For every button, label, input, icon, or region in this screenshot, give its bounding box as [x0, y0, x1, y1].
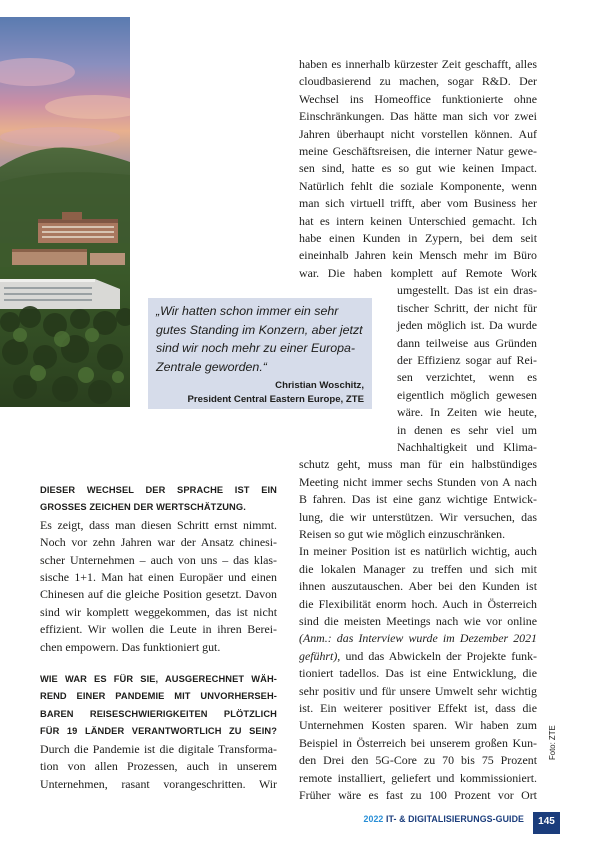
body-line: sind die meisten Meetings nach wie vor online	[299, 614, 537, 628]
body-line: Unternehmen, rasant vorangeschritten. Wir	[40, 776, 277, 791]
body-line: effizient. Wir wollen die Leute in ihren Berei-	[40, 622, 277, 637]
body-line: den Drei den 5G-Core zu 70 bis 75 Prozent	[299, 753, 537, 768]
body-line: hat es intern keinen Unterschied gemacht. Ich	[299, 213, 537, 228]
body-line: Einschränkungen. Das hätte man sich vor zwei	[299, 109, 537, 124]
body-line: tischer Schritt, der nicht für	[397, 300, 537, 315]
body-line: ist. Ein weiterer positiver Effekt ist, dass die	[299, 701, 537, 716]
publication-year: 2022	[363, 814, 384, 824]
campus-landscape-image	[0, 17, 130, 407]
body-line: die lokalen Manager zu treffen und sich mit	[299, 561, 537, 576]
publication-name: IT- & DIGITALISIERUNGS-GUIDE	[383, 814, 524, 824]
page-number: 145	[533, 812, 560, 834]
question-line: GROSSES ZEICHEN DER WERTSCHÄTZUNG.	[40, 502, 246, 513]
question-line: DIESER WECHSEL DER SPRACHE IST EIN	[40, 485, 277, 495]
question-line: WIE WAR ES FÜR SIE, AUSGERECHNET WÄH-	[40, 674, 277, 685]
left-column	[40, 482, 277, 793]
interview-answer-2	[40, 741, 277, 793]
body-line: sische 1+1. Man hat einen Europäer und einen	[40, 570, 277, 585]
body-line: eigentlich möglich gewesen	[397, 387, 537, 402]
body-line: meine Geschäftsreisen, die interner Natur gewe-	[299, 144, 537, 159]
answer-2-paragraph-end	[299, 456, 537, 543]
pull-quote-text: „Wir hatten schon immer ein sehr gutes Standing im Konzern, aber jetzt sind wir noch mehr zu einer Europa-Zentrale geworden.“	[156, 304, 363, 374]
question-line: FÜR 19 LÄNDER VERANTWORTLICH ZU SEIN?	[40, 726, 277, 737]
body-line: sen verzichtet, wenn es	[397, 370, 537, 385]
body-line: tion von allen Prozessen, auch in unserem	[40, 759, 277, 774]
body-line: der Effizienz sogar auf Rei-	[397, 352, 537, 367]
body-line: Natürlich fehlt die soziale Komponente, wenn	[299, 178, 537, 193]
page-footer	[330, 812, 560, 829]
body-line: chen empowern. Das funktioniert gut.	[40, 639, 221, 654]
body-line: Jahren überhaupt nicht vorstellen können. Auf	[299, 126, 537, 141]
body-line: umgestellt. Das ist ein dras-	[397, 283, 537, 298]
body-line: remote installiert, geliefert und kommissioniert.	[299, 770, 537, 785]
body-line: haben es innerhalb kürzester Zeit geschafft, alles	[299, 57, 537, 71]
photo-credit: Foto: ZTE	[548, 725, 557, 760]
body-line: in denen es sehr viel um	[397, 422, 537, 437]
body-line: Meeting nicht immer sechs Stunden von A nach	[299, 474, 537, 489]
body-line	[299, 648, 537, 665]
body-line	[299, 630, 537, 647]
body-line: tioniert tadellos. Das ist eine Entwicklung, die	[299, 666, 537, 681]
body-line: war. Die haben komplett auf Remote Work	[299, 265, 537, 280]
body-line: Beispiel in Österreich bei unserem großen Kun-	[299, 735, 537, 750]
body-line: Nachhaltigkeit und Klima-	[397, 439, 537, 454]
body-line: scher Unternehmen – auch von uns – das klas-	[40, 552, 277, 567]
body-line: lung, die wir unterstützen. Wir versuchen, das	[299, 509, 537, 524]
body-line: habe einen Kunden in Zypern, bei dem seit	[299, 231, 537, 246]
question-line: REND EINER PANDEMIE MIT UNVORHERSEH-	[40, 691, 277, 702]
body-line: Reisen so gut wie möglich einzuschränken.	[299, 526, 506, 541]
body-line: cloudbasierend zu machen, sogar R&D. Der	[299, 74, 537, 89]
body-line: die Flexibilität enorm hoch. Auch in Österreich	[299, 596, 537, 611]
body-line: jeden möglich ist. Da wurde	[397, 318, 537, 333]
quote-author-name: Christian Woschitz,	[275, 380, 364, 392]
body-line: B fahren. Das ist eine ganz wichtige Entwick-	[299, 492, 537, 507]
publication-title	[363, 814, 524, 824]
body-text: und das Abwickeln der Projekte funk-	[340, 648, 537, 663]
body-line: sen sind, hatte es so gut wie keinen Impact.	[299, 161, 537, 176]
body-line: Wechsel ins Homeoffice funktionierte ohne	[299, 91, 537, 106]
answer-2-paragraph-2	[299, 543, 537, 804]
editor-note: (Anm.: das Interview wurde im Dezember 2021	[299, 631, 537, 646]
body-line: ihnen auszutauschen. Aber bei den Kunden ist	[299, 579, 537, 594]
body-line: Durch die Pandemie ist die digitale Transforma-	[40, 741, 277, 756]
body-line: wäre. In Zeiten wie heute,	[397, 405, 537, 420]
building-photo	[0, 17, 130, 407]
right-column	[299, 56, 537, 804]
body-line: Es zeigt, dass man diesen Schritt ernst nimmt.	[40, 517, 277, 532]
body-line: Chinesen auf die gleiche Position gesetzt. Davon	[40, 587, 277, 602]
body-line: man sich virtuell trifft, aber vom Business her	[299, 196, 537, 211]
answer-2-continued	[299, 56, 537, 282]
body-line: sind wir komplett weggekommen, das ist nicht	[40, 604, 277, 619]
interview-question-1	[40, 482, 277, 517]
body-line: Unternehmen Kosten sparen. Wir haben zum	[299, 718, 537, 733]
interview-answer-1	[40, 517, 277, 656]
text-wrap-around-quote	[299, 282, 537, 456]
interview-question-2	[40, 671, 277, 741]
body-line: schutz geht, muss man für ein halbstündiges	[299, 457, 537, 472]
editor-note-end: geführt),	[299, 648, 341, 663]
body-line: In meiner Position ist es natürlich wichtig, auch	[299, 544, 537, 559]
body-line: eineinhalb Jahren kein Mensch mehr im Büro	[299, 248, 537, 263]
body-line: sehr positiv und für unsere Umwelt sehr wichtig	[299, 683, 537, 698]
quote-author-role: President Central Eastern Europe, ZTE	[187, 394, 364, 406]
body-line: Noch vor zehn Jahren war der Ansatz chinesi-	[40, 535, 277, 550]
question-line: BAREN REISESCHWIERIGKEITEN PLÖTZLICH	[40, 708, 277, 719]
body-line: dann teilweise aus Gründen	[397, 335, 537, 350]
body-line: Früher wäre es fast zu 100 Prozent vor Ort	[299, 788, 537, 803]
